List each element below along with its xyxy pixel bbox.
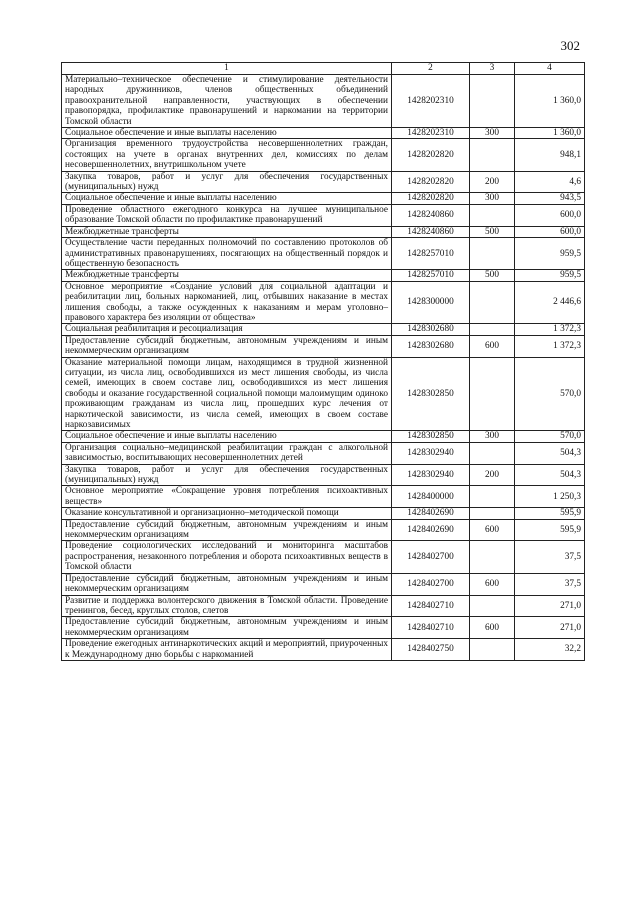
row-kind xyxy=(470,486,515,508)
table-row xyxy=(62,519,585,541)
row-sum: 959,5 xyxy=(515,238,585,270)
row-kind xyxy=(470,75,515,128)
row-name: Основное мероприятие «Создание условий для социальной адаптации и реабилитации лиц, больных наркоманией, лиц, отбывших наказание в местах лишения свободы, а также осужденных к наказаниям и мерам уголовно–правового характера без изоляции от общества» xyxy=(62,281,392,324)
row-name: Предоставление субсидий бюджетным, автономным учреждениям и иным некоммерческим организациям xyxy=(62,617,392,639)
header-cell-2: 2 xyxy=(392,63,470,75)
row-code: 1428402690 xyxy=(392,508,470,519)
row-code: 1428402700 xyxy=(392,573,470,595)
row-code: 1428202820 xyxy=(392,139,470,171)
row-name: Осуществление части переданных полномочий по составлению протоколов об административных правонарушениях, посягающих на общественный порядок и общественную безопасность xyxy=(62,238,392,270)
table-row xyxy=(62,357,585,431)
table-row xyxy=(62,270,585,281)
row-name: Социальная реабилитация и ресоциализация xyxy=(62,324,392,335)
table-row xyxy=(62,573,585,595)
row-kind xyxy=(470,139,515,171)
row-code: 1428402750 xyxy=(392,639,470,661)
table-row xyxy=(62,464,585,486)
table-row xyxy=(62,431,585,442)
table-row xyxy=(62,639,585,661)
row-sum: 37,5 xyxy=(515,541,585,573)
row-sum: 32,2 xyxy=(515,639,585,661)
row-name: Предоставление субсидий бюджетным, автономным учреждениям и иным некоммерческим организациям xyxy=(62,573,392,595)
table-row xyxy=(62,238,585,270)
row-code: 1428202820 xyxy=(392,193,470,204)
row-sum: 1 250,3 xyxy=(515,486,585,508)
header-cell-3: 3 xyxy=(470,63,515,75)
header-row xyxy=(62,63,585,75)
header-cell-1: 1 xyxy=(62,63,392,75)
row-code: 1428257010 xyxy=(392,270,470,281)
row-kind xyxy=(470,639,515,661)
row-sum: 595,9 xyxy=(515,508,585,519)
row-code: 1428302850 xyxy=(392,357,470,431)
row-code: 1428302680 xyxy=(392,324,470,335)
row-name: Закупка товаров, работ и услуг для обеспечения государственных (муниципальных) нужд xyxy=(62,171,392,193)
row-sum: 37,5 xyxy=(515,573,585,595)
row-code: 1428402700 xyxy=(392,541,470,573)
row-name: Организация социально–медицинской реабилитации граждан с алкогольной зависимостью, воспитывающих несовершеннолетних детей xyxy=(62,442,392,464)
row-sum: 595,9 xyxy=(515,519,585,541)
row-name: Проведение ежегодных антинаркотических акций и мероприятий, приуроченных к Международному дню борьбы с наркоманией xyxy=(62,639,392,661)
row-name: Социальное обеспечение и иные выплаты населению xyxy=(62,431,392,442)
row-kind: 200 xyxy=(470,464,515,486)
row-sum: 4,6 xyxy=(515,171,585,193)
row-kind: 500 xyxy=(470,226,515,237)
table-row xyxy=(62,171,585,193)
row-code: 1428302680 xyxy=(392,335,470,357)
row-name: Оказание материальной помощи лицам, находящимся в трудной жизненной ситуации, из числа лиц, освободившихся из мест лишения свободы, из числа семей, имеющих в своем составе лиц, освободившихся из мест лишения свободы и оказание государственной социальной помощи малоимущим одиноко проживающим гражданам из числа лиц, прошедших курс лечения от наркотической зависимости, из числа семей, имеющих в своем составе наркозависимых xyxy=(62,357,392,431)
table-row xyxy=(62,541,585,573)
row-sum: 943,5 xyxy=(515,193,585,204)
row-name: Организация временного трудоустройства несовершеннолетних граждан, состоящих на учете в органах внутренних дел, комиссиях по делам несовершеннолетних, внутришкольном учете xyxy=(62,139,392,171)
row-kind: 300 xyxy=(470,431,515,442)
row-code: 1428240860 xyxy=(392,226,470,237)
table-row xyxy=(62,486,585,508)
row-kind xyxy=(470,281,515,324)
row-sum: 600,0 xyxy=(515,226,585,237)
row-sum: 2 446,6 xyxy=(515,281,585,324)
row-kind xyxy=(470,442,515,464)
table-row xyxy=(62,595,585,617)
row-kind: 600 xyxy=(470,335,515,357)
row-kind xyxy=(470,324,515,335)
row-kind xyxy=(470,204,515,226)
row-code: 1428302940 xyxy=(392,464,470,486)
table-row xyxy=(62,204,585,226)
row-name: Межбюджетные трансферты xyxy=(62,226,392,237)
row-sum: 600,0 xyxy=(515,204,585,226)
budget-table xyxy=(61,62,585,661)
table-row xyxy=(62,324,585,335)
row-sum: 1 360,0 xyxy=(515,75,585,128)
table-row xyxy=(62,139,585,171)
row-code: 1428202820 xyxy=(392,171,470,193)
row-kind xyxy=(470,508,515,519)
table-row xyxy=(62,226,585,237)
row-code: 1428302940 xyxy=(392,442,470,464)
row-sum: 504,3 xyxy=(515,464,585,486)
row-kind: 600 xyxy=(470,519,515,541)
row-code: 1428300000 xyxy=(392,281,470,324)
table-row xyxy=(62,508,585,519)
row-name: Основное мероприятие «Сокращение уровня потребления психоактивных веществ» xyxy=(62,486,392,508)
table-row xyxy=(62,442,585,464)
row-name: Проведение социологических исследований и мониторинга масштабов распространения, незаконного потребления и оборота психоактивных веществ в Томской области xyxy=(62,541,392,573)
row-kind: 300 xyxy=(470,128,515,139)
row-code: 1428240860 xyxy=(392,204,470,226)
row-name: Социальное обеспечение и иные выплаты населению xyxy=(62,128,392,139)
row-name: Оказание консультативной и организационно–методической помощи xyxy=(62,508,392,519)
row-kind: 200 xyxy=(470,171,515,193)
row-name: Межбюджетные трансферты xyxy=(62,270,392,281)
row-name: Развитие и поддержка волонтерского движения в Томской области. Проведение тренингов, бесед, круглых столов, слетов xyxy=(62,595,392,617)
row-code: 1428202310 xyxy=(392,75,470,128)
row-kind xyxy=(470,595,515,617)
row-code: 1428202310 xyxy=(392,128,470,139)
row-code: 1428402710 xyxy=(392,595,470,617)
table-row xyxy=(62,281,585,324)
row-kind xyxy=(470,541,515,573)
row-sum: 1 372,3 xyxy=(515,335,585,357)
row-sum: 271,0 xyxy=(515,617,585,639)
row-code: 1428402710 xyxy=(392,617,470,639)
row-sum: 504,3 xyxy=(515,442,585,464)
row-name: Материально–техническое обеспечение и стимулирование деятельности народных дружинников, членов общественных объединений правоохранительной направленности, участвующих в обеспечении правопорядка, профилактике правонарушений и наркомании на территории Томской области xyxy=(62,75,392,128)
row-name: Предоставление субсидий бюджетным, автономным учреждениям и иным некоммерческим организациям xyxy=(62,335,392,357)
row-kind: 500 xyxy=(470,270,515,281)
row-code: 1428302850 xyxy=(392,431,470,442)
row-sum: 959,5 xyxy=(515,270,585,281)
row-code: 1428257010 xyxy=(392,238,470,270)
page-number: 302 xyxy=(560,38,580,53)
row-sum: 570,0 xyxy=(515,431,585,442)
row-name: Проведение областного ежегодного конкурса на лучшее муниципальное образование Томской области по профилактике правонарушений xyxy=(62,204,392,226)
table-row xyxy=(62,128,585,139)
row-sum: 1 372,3 xyxy=(515,324,585,335)
row-kind: 600 xyxy=(470,573,515,595)
row-name: Предоставление субсидий бюджетным, автономным учреждениям и иным некоммерческим организациям xyxy=(62,519,392,541)
table-row xyxy=(62,617,585,639)
row-sum: 570,0 xyxy=(515,357,585,431)
row-sum: 1 360,0 xyxy=(515,128,585,139)
table-row xyxy=(62,335,585,357)
row-kind: 600 xyxy=(470,617,515,639)
table-row xyxy=(62,75,585,128)
row-code: 1428402690 xyxy=(392,519,470,541)
header-cell-4: 4 xyxy=(515,63,585,75)
row-code: 1428400000 xyxy=(392,486,470,508)
row-kind xyxy=(470,357,515,431)
row-sum: 948,1 xyxy=(515,139,585,171)
table-row xyxy=(62,193,585,204)
row-kind xyxy=(470,238,515,270)
row-name: Закупка товаров, работ и услуг для обеспечения государственных (муниципальных) нужд xyxy=(62,464,392,486)
row-kind: 300 xyxy=(470,193,515,204)
row-name: Социальное обеспечение и иные выплаты населению xyxy=(62,193,392,204)
row-sum: 271,0 xyxy=(515,595,585,617)
